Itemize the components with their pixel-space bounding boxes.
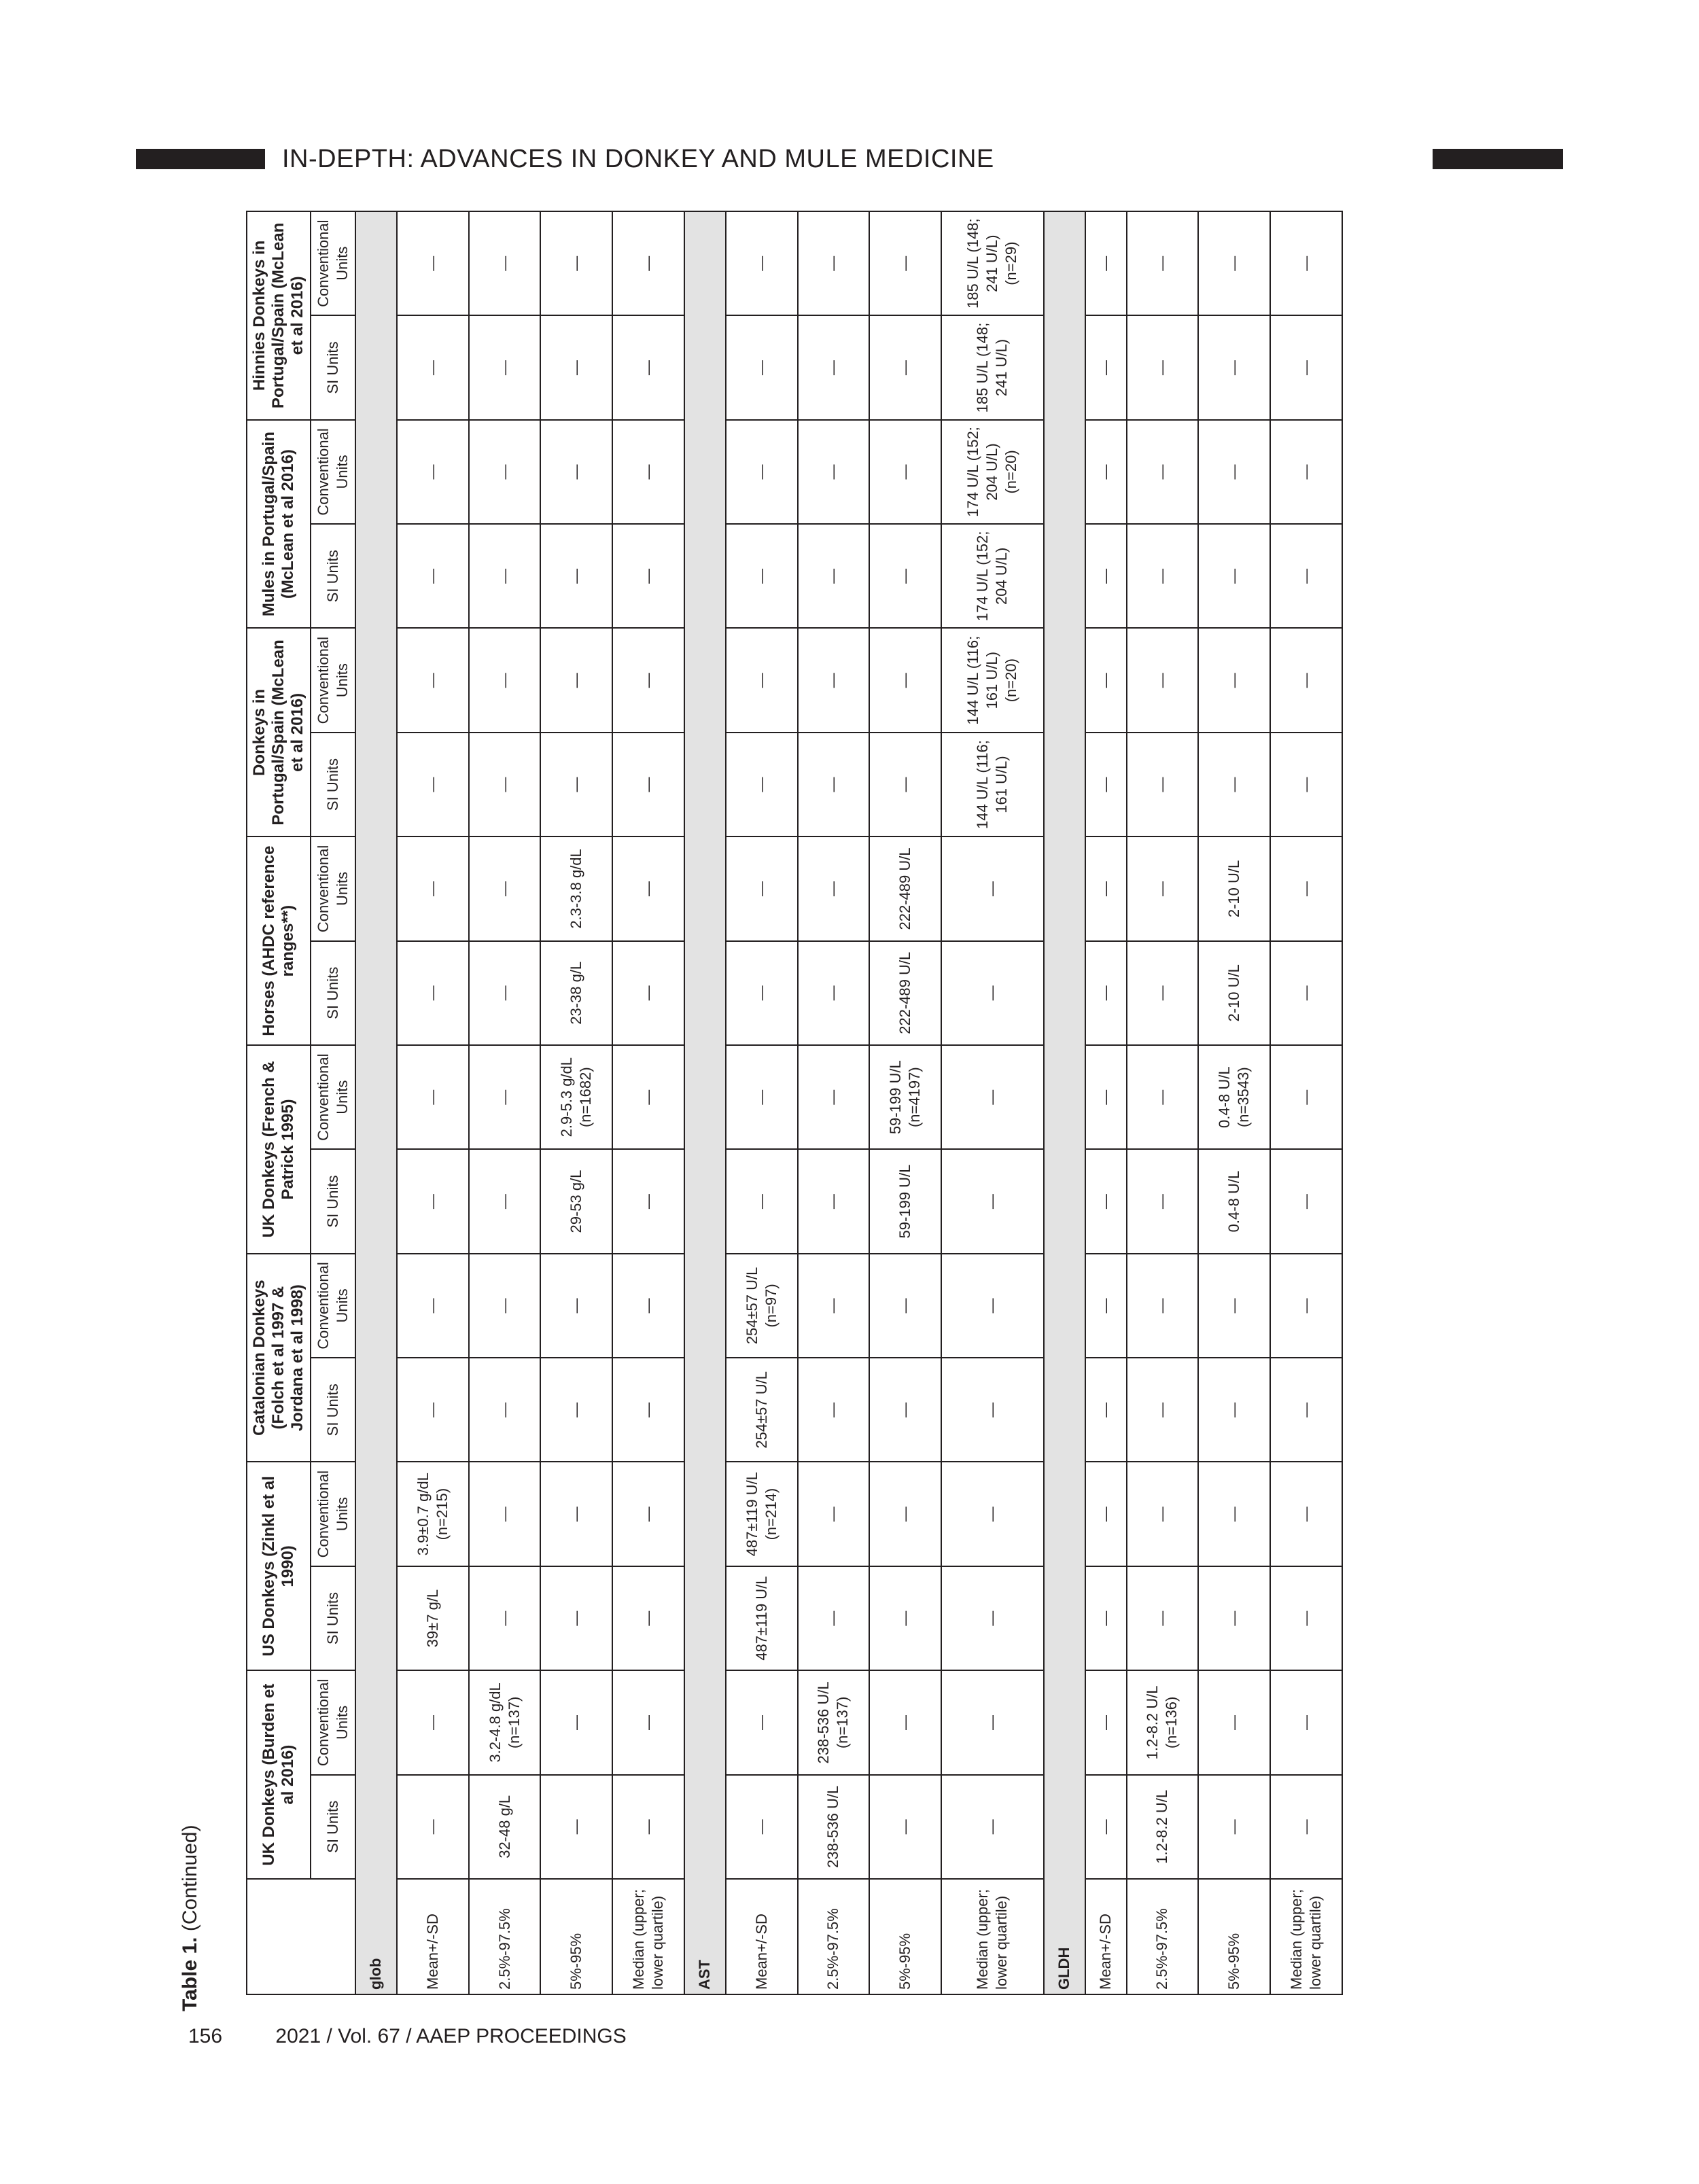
group-header: Hinnies Donkeys in Portugal/Spain (McLean et al 2016) bbox=[247, 211, 311, 420]
table-cell: — bbox=[869, 211, 941, 315]
table-cell: 185 U/L (148; 241 U/L) (n=29) bbox=[941, 211, 1044, 315]
table-cell: — bbox=[1085, 1775, 1127, 1879]
table-cell: 185 U/L (148; 241 U/L) bbox=[941, 315, 1044, 419]
table-cell: — bbox=[798, 1254, 870, 1358]
table-cell: — bbox=[726, 1670, 798, 1774]
table-cell: — bbox=[869, 1254, 941, 1358]
table-cell: — bbox=[726, 211, 798, 315]
table-cell: — bbox=[1198, 524, 1270, 628]
conventional-units-header: Conventional Units bbox=[311, 629, 355, 733]
table-cell: — bbox=[726, 1045, 798, 1149]
table-cell: — bbox=[1270, 836, 1342, 940]
table-row bbox=[941, 211, 1044, 1994]
si-units-header: SI Units bbox=[311, 1566, 355, 1670]
table-cell: 3.2-4.8 g/dL (n=137) bbox=[469, 1670, 541, 1774]
group-header: Catalonian Donkeys (Folch et al 1997 & Jordana et al 1998) bbox=[247, 1254, 311, 1462]
table-cell: — bbox=[612, 1462, 684, 1566]
table-cell: — bbox=[1198, 1670, 1270, 1774]
table-cell: — bbox=[1085, 1670, 1127, 1774]
table-row bbox=[540, 211, 612, 1994]
group-header: US Donkeys (Zinkl et al 1990) bbox=[247, 1462, 311, 1671]
table-cell: — bbox=[612, 1045, 684, 1149]
table-cell: 23-38 g/L bbox=[540, 941, 612, 1045]
table-cell: — bbox=[726, 315, 798, 419]
table-row bbox=[1085, 211, 1127, 1994]
caption-label: Table 1. bbox=[179, 1937, 201, 2011]
running-head: IN-DEPTH: ADVANCES IN DONKEY AND MULE MEDICINE bbox=[282, 145, 994, 173]
header-rule-right bbox=[1433, 149, 1563, 169]
table-cell: — bbox=[1085, 1358, 1127, 1462]
table-row bbox=[1198, 211, 1270, 1994]
section-label: GLDH bbox=[1044, 211, 1085, 1994]
table-cell: — bbox=[1127, 211, 1199, 315]
table-cell: — bbox=[1270, 1149, 1342, 1253]
table-cell: — bbox=[1085, 420, 1127, 524]
si-units-header: SI Units bbox=[311, 524, 355, 628]
table-cell: — bbox=[1127, 941, 1199, 1045]
table-cell: — bbox=[798, 315, 870, 419]
table-cell: — bbox=[1270, 733, 1342, 836]
table-cell: — bbox=[1127, 629, 1199, 733]
si-units-header: SI Units bbox=[311, 315, 355, 419]
table-cell: — bbox=[1198, 629, 1270, 733]
table-cell: — bbox=[1198, 1254, 1270, 1358]
row-label: 2.5%-97.5% bbox=[1127, 1879, 1199, 1994]
table-cell: — bbox=[869, 420, 941, 524]
reference-range-table-wrapper bbox=[246, 211, 1343, 1995]
row-label: Mean+/-SD bbox=[397, 1879, 469, 1994]
table-cell: — bbox=[1085, 629, 1127, 733]
row-label: Mean+/-SD bbox=[1085, 1879, 1127, 1994]
table-cell: — bbox=[469, 1462, 541, 1566]
table-row bbox=[397, 211, 469, 1994]
table-cell: — bbox=[1127, 1462, 1199, 1566]
table-cell: — bbox=[612, 836, 684, 940]
table-cell: — bbox=[1198, 1566, 1270, 1670]
table-cell: 1.2-8.2 U/L bbox=[1127, 1775, 1199, 1879]
table-cell: — bbox=[469, 524, 541, 628]
table-cell: — bbox=[469, 941, 541, 1045]
section-label: AST bbox=[684, 211, 726, 1994]
table-cell: — bbox=[726, 1775, 798, 1879]
table-cell: — bbox=[798, 1149, 870, 1253]
group-header-row bbox=[247, 211, 311, 1994]
row-label: 5%-95% bbox=[540, 1879, 612, 1994]
table-cell: — bbox=[397, 733, 469, 836]
table-cell: — bbox=[540, 315, 612, 419]
table-cell: — bbox=[612, 1254, 684, 1358]
table-cell: 222-489 U/L bbox=[869, 941, 941, 1045]
table-cell: — bbox=[869, 1775, 941, 1879]
table-cell: — bbox=[869, 315, 941, 419]
table-cell: — bbox=[726, 524, 798, 628]
table-cell: — bbox=[726, 420, 798, 524]
table-cell: — bbox=[869, 524, 941, 628]
table-cell: — bbox=[798, 836, 870, 940]
table-cell: — bbox=[941, 1566, 1044, 1670]
table-cell: 238-536 U/L (n=137) bbox=[798, 1670, 870, 1774]
table-cell: — bbox=[1270, 1462, 1342, 1566]
table-cell: — bbox=[941, 1670, 1044, 1774]
table-row bbox=[1127, 211, 1199, 1994]
table-cell: — bbox=[1270, 420, 1342, 524]
conventional-units-header: Conventional Units bbox=[311, 836, 355, 940]
header-rule-left bbox=[136, 149, 265, 169]
footer-citation: 2021 / Vol. 67 / AAEP PROCEEDINGS bbox=[275, 2025, 627, 2047]
table-cell: — bbox=[540, 1254, 612, 1358]
table-row bbox=[869, 211, 941, 1994]
table-cell: — bbox=[941, 1775, 1044, 1879]
table-cell: — bbox=[612, 1358, 684, 1462]
conventional-units-header: Conventional Units bbox=[311, 211, 355, 315]
table-cell: — bbox=[469, 1358, 541, 1462]
table-cell: 174 U/L (152; 204 U/L) (n=20) bbox=[941, 420, 1044, 524]
table-cell: — bbox=[397, 524, 469, 628]
table-cell: — bbox=[397, 315, 469, 419]
table-cell: — bbox=[798, 941, 870, 1045]
table-cell: — bbox=[540, 524, 612, 628]
si-units-header: SI Units bbox=[311, 1775, 355, 1879]
table-cell: — bbox=[540, 1670, 612, 1774]
table-cell: 2-10 U/L bbox=[1198, 836, 1270, 940]
table-cell: — bbox=[397, 1358, 469, 1462]
table-cell: — bbox=[612, 1670, 684, 1774]
table-cell: — bbox=[869, 629, 941, 733]
page-footer bbox=[188, 2025, 627, 2048]
table-row bbox=[798, 211, 870, 1994]
table-cell: — bbox=[798, 629, 870, 733]
group-header: UK Donkeys (French & Patrick 1995) bbox=[247, 1045, 311, 1254]
table-cell: — bbox=[1198, 1775, 1270, 1879]
table-cell: — bbox=[1198, 1358, 1270, 1462]
table-cell: — bbox=[469, 836, 541, 940]
table-cell: 238-536 U/L bbox=[798, 1775, 870, 1879]
table-cell: — bbox=[1127, 315, 1199, 419]
table-cell: — bbox=[397, 941, 469, 1045]
table-cell: — bbox=[941, 836, 1044, 940]
table-cell: — bbox=[1127, 420, 1199, 524]
table-cell: — bbox=[1270, 1358, 1342, 1462]
table-cell: — bbox=[798, 211, 870, 315]
table-cell: — bbox=[540, 1566, 612, 1670]
table-cell: — bbox=[612, 524, 684, 628]
table-cell: — bbox=[1127, 733, 1199, 836]
row-label: 2.5%-97.5% bbox=[798, 1879, 870, 1994]
table-cell: — bbox=[1085, 733, 1127, 836]
table-row bbox=[612, 211, 684, 1994]
table-cell: — bbox=[1270, 524, 1342, 628]
table-cell: — bbox=[1085, 315, 1127, 419]
corner-cell bbox=[247, 1879, 355, 1994]
table-cell: — bbox=[869, 1566, 941, 1670]
page-number: 156 bbox=[188, 2025, 223, 2047]
table-cell: — bbox=[869, 1358, 941, 1462]
table-cell: 254±57 U/L bbox=[726, 1358, 798, 1462]
reference-range-table bbox=[246, 211, 1343, 1995]
table-cell: — bbox=[540, 629, 612, 733]
table-cell: 39±7 g/L bbox=[397, 1566, 469, 1670]
table-cell: — bbox=[469, 733, 541, 836]
si-units-header: SI Units bbox=[311, 1149, 355, 1253]
table-cell: — bbox=[941, 1045, 1044, 1149]
conventional-units-header: Conventional Units bbox=[311, 1462, 355, 1566]
table-cell: — bbox=[798, 1462, 870, 1566]
table-cell: — bbox=[1270, 1254, 1342, 1358]
table-cell: — bbox=[1127, 1149, 1199, 1253]
table-cell: — bbox=[941, 1358, 1044, 1462]
table-cell: 0.4-8 U/L bbox=[1198, 1149, 1270, 1253]
table-cell: — bbox=[612, 211, 684, 315]
table-cell: — bbox=[941, 1149, 1044, 1253]
conventional-units-header: Conventional Units bbox=[311, 1045, 355, 1149]
table-cell: — bbox=[397, 1149, 469, 1253]
table-cell: — bbox=[397, 211, 469, 315]
section-label: glob bbox=[355, 211, 397, 1994]
table-cell: 487±119 U/L bbox=[726, 1566, 798, 1670]
table-cell: — bbox=[612, 1149, 684, 1253]
table-cell: 32-48 g/L bbox=[469, 1775, 541, 1879]
table-cell: — bbox=[540, 211, 612, 315]
table-cell: — bbox=[1270, 315, 1342, 419]
table-cell: — bbox=[798, 1566, 870, 1670]
table-cell: — bbox=[612, 733, 684, 836]
table-cell: — bbox=[469, 315, 541, 419]
table-cell: — bbox=[1198, 420, 1270, 524]
table-cell: — bbox=[1270, 1045, 1342, 1149]
unit-header-row bbox=[311, 211, 355, 1994]
table-cell: — bbox=[1198, 1462, 1270, 1566]
table-cell: — bbox=[869, 1462, 941, 1566]
table-cell: — bbox=[726, 941, 798, 1045]
table-cell: — bbox=[1127, 1254, 1199, 1358]
table-cell: 174 U/L (152; 204 U/L) bbox=[941, 524, 1044, 628]
table-cell: — bbox=[1198, 315, 1270, 419]
table-cell: — bbox=[540, 1358, 612, 1462]
table-cell: — bbox=[469, 1566, 541, 1670]
table-cell: — bbox=[1198, 211, 1270, 315]
table-cell: — bbox=[612, 629, 684, 733]
table-cell: 487±119 U/L (n=214) bbox=[726, 1462, 798, 1566]
table-cell: — bbox=[869, 1670, 941, 1774]
table-cell: — bbox=[1085, 1462, 1127, 1566]
table-cell: — bbox=[798, 420, 870, 524]
section-row bbox=[1044, 211, 1085, 1994]
si-units-header: SI Units bbox=[311, 1358, 355, 1462]
table-cell: — bbox=[798, 1358, 870, 1462]
table-cell: — bbox=[397, 1670, 469, 1774]
table-cell: — bbox=[1127, 1045, 1199, 1149]
si-units-header: SI Units bbox=[311, 941, 355, 1045]
table-cell: 254±57 U/L (n=97) bbox=[726, 1254, 798, 1358]
row-label: Mean+/-SD bbox=[726, 1879, 798, 1994]
table-cell: — bbox=[726, 733, 798, 836]
table-cell: — bbox=[941, 1462, 1044, 1566]
table-cell: — bbox=[469, 1149, 541, 1253]
table-cell: — bbox=[726, 629, 798, 733]
table-cell: — bbox=[397, 629, 469, 733]
table-cell: — bbox=[1127, 524, 1199, 628]
table-cell: 2.9-5.3 g/dL (n=1682) bbox=[540, 1045, 612, 1149]
table-cell: 144 U/L (116; 161 U/L) (n=20) bbox=[941, 629, 1044, 733]
table-cell: — bbox=[1270, 1566, 1342, 1670]
table-cell: — bbox=[469, 211, 541, 315]
table-cell: — bbox=[798, 733, 870, 836]
row-label: 2.5%-97.5% bbox=[469, 1879, 541, 1994]
table-cell: — bbox=[1270, 1775, 1342, 1879]
table-cell: 2-10 U/L bbox=[1198, 941, 1270, 1045]
table-cell: — bbox=[397, 1775, 469, 1879]
table-cell: 144 U/L (116; 161 U/L) bbox=[941, 733, 1044, 836]
table-cell: — bbox=[1270, 629, 1342, 733]
group-header: UK Donkeys (Burden et al 2016) bbox=[247, 1670, 311, 1879]
table-cell: — bbox=[540, 420, 612, 524]
row-label: Median (upper; lower quartile) bbox=[612, 1879, 684, 1994]
table-cell: — bbox=[540, 1462, 612, 1566]
table-cell: — bbox=[726, 1149, 798, 1253]
table-cell: 1.2-8.2 U/L (n=136) bbox=[1127, 1670, 1199, 1774]
table-cell: — bbox=[612, 420, 684, 524]
table-cell: — bbox=[726, 836, 798, 940]
table-cell: — bbox=[1198, 733, 1270, 836]
table-row bbox=[469, 211, 541, 1994]
table-cell: — bbox=[469, 420, 541, 524]
table-cell: — bbox=[469, 1254, 541, 1358]
table-cell: — bbox=[1270, 941, 1342, 1045]
table-cell: — bbox=[1085, 211, 1127, 315]
table-cell: — bbox=[469, 629, 541, 733]
table-cell: 222-489 U/L bbox=[869, 836, 941, 940]
table-row bbox=[726, 211, 798, 1994]
section-row bbox=[355, 211, 397, 1994]
table-cell: — bbox=[1085, 1566, 1127, 1670]
table-cell: — bbox=[1127, 1566, 1199, 1670]
table-cell: — bbox=[612, 941, 684, 1045]
conventional-units-header: Conventional Units bbox=[311, 1670, 355, 1774]
table-cell: — bbox=[798, 524, 870, 628]
table-cell: — bbox=[941, 1254, 1044, 1358]
row-label: Median (upper; lower quartile) bbox=[941, 1879, 1044, 1994]
table-cell: 59-199 U/L (n=4197) bbox=[869, 1045, 941, 1149]
row-label: 5%-95% bbox=[1198, 1879, 1270, 1994]
table-cell: — bbox=[397, 836, 469, 940]
table-cell: — bbox=[612, 315, 684, 419]
table-cell: — bbox=[1127, 1358, 1199, 1462]
table-cell: — bbox=[540, 1775, 612, 1879]
row-label: Median (upper; lower quartile) bbox=[1270, 1879, 1342, 1994]
table-cell: — bbox=[1085, 941, 1127, 1045]
table-cell: 3.9±0.7 g/dL (n=215) bbox=[397, 1462, 469, 1566]
table-cell: — bbox=[941, 941, 1044, 1045]
table-cell: — bbox=[397, 1254, 469, 1358]
table-cell: — bbox=[869, 733, 941, 836]
table-caption bbox=[178, 1825, 203, 2011]
table-cell: — bbox=[397, 1045, 469, 1149]
table-cell: — bbox=[1085, 1149, 1127, 1253]
table-cell: 59-199 U/L bbox=[869, 1149, 941, 1253]
caption-suffix: (Continued) bbox=[179, 1825, 201, 1932]
conventional-units-header: Conventional Units bbox=[311, 1254, 355, 1358]
table-cell: — bbox=[397, 420, 469, 524]
table-cell: 2.3-3.8 g/dL bbox=[540, 836, 612, 940]
table-cell: — bbox=[612, 1566, 684, 1670]
table-cell: — bbox=[1270, 211, 1342, 315]
table-cell: — bbox=[798, 1045, 870, 1149]
si-units-header: SI Units bbox=[311, 733, 355, 836]
table-cell: — bbox=[469, 1045, 541, 1149]
group-header: Donkeys in Portugal/Spain (McLean et al 2016) bbox=[247, 629, 311, 837]
table-cell: 0.4-8 U/L (n=3543) bbox=[1198, 1045, 1270, 1149]
group-header: Horses (AHDC reference ranges**) bbox=[247, 836, 311, 1045]
table-cell: — bbox=[612, 1775, 684, 1879]
table-cell: — bbox=[1085, 1254, 1127, 1358]
table-cell: — bbox=[540, 733, 612, 836]
table-cell: 29-53 g/L bbox=[540, 1149, 612, 1253]
table-cell: — bbox=[1085, 1045, 1127, 1149]
row-label: 5%-95% bbox=[869, 1879, 941, 1994]
table-cell: — bbox=[1085, 524, 1127, 628]
table-cell: — bbox=[1270, 1670, 1342, 1774]
section-row bbox=[684, 211, 726, 1994]
table-row bbox=[1270, 211, 1342, 1994]
conventional-units-header: Conventional Units bbox=[311, 420, 355, 524]
table-cell: — bbox=[1085, 836, 1127, 940]
group-header: Mules in Portugal/Spain (McLean et al 2016) bbox=[247, 420, 311, 629]
table-cell: — bbox=[1127, 836, 1199, 940]
